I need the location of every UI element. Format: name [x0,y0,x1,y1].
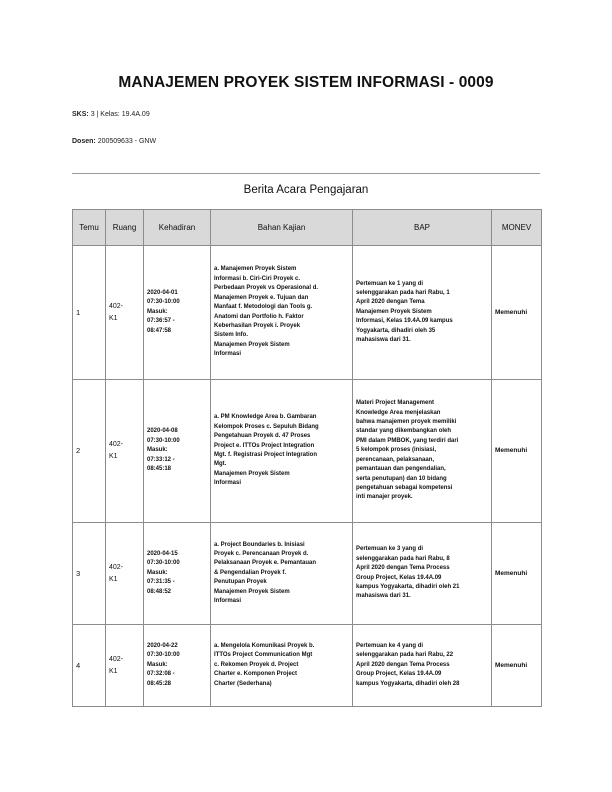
sks-label: SKS: [72,111,89,118]
kehadiran-text: 2020-04-15 07:30-10:00 Masuk: 07:31:35 - 08:48:52 [147,550,180,595]
bahan-kajian-text: a. Project Boundaries b. Inisiasi Proyek c. Perencanaan Proyek d. Pelaksanaan Proyek e. Pemantauan & Pengendalian Proyek f. Penutupan Proyek Manajemen Proyek Sistem Informasi [214,541,317,605]
header-bap: BAP [353,210,492,246]
kehadiran-text: 2020-04-08 07:30-10:00 Masuk: 07:33:12 - 08:45:18 [147,428,180,473]
table-row [73,625,542,707]
table-row [73,380,542,523]
sks-class-value: 3 | Kelas: 19.4A.09 [90,111,150,118]
header-ruang: Ruang [106,210,144,246]
cell-bahan-kajian [211,625,353,707]
cell-bahan-kajian [211,523,353,625]
cell-ruang [106,625,144,707]
lecturer-meta-line [72,138,156,145]
table-row [73,246,542,380]
dosen-value: 200509633 - GNW [97,138,157,145]
cell-ruang [106,523,144,625]
section-subtitle: Berita Acara Pengajaran [243,184,369,196]
ruang-text: 402- K1 [109,655,124,675]
bap-text: Pertemuan ke 1 yang di selenggarakan pada hari Rabu, 1 April 2020 dengan Tema Manajemen Proyek Sistem Informasi, Kelas 19.4A.09 kampus Yogyakarta, dihadiri oleh 35 mahasiswa dari 31. [356,280,453,344]
dosen-label: Dosen: [72,138,96,145]
cell-bahan-kajian [211,380,353,523]
cell-kehadiran [144,523,211,625]
table-row [73,523,542,625]
header-bahan-kajian: Bahan Kajian [211,210,353,246]
cell-bap [353,246,492,380]
ruang-text: 402- K1 [109,441,124,460]
header-temu: Temu [73,210,106,246]
cell-monev: Memenuhi [492,523,542,625]
header-monev: MONEV [492,210,542,246]
bap-text: Pertemuan ke 4 yang di selenggarakan pada hari Rabu, 22 April 2020 dengan Tema Process Group Project, Kelas 19.4A.09 kampus Yogyakarta, dihadiri oleh 28 [356,642,460,687]
course-meta-line [72,111,150,118]
cell-kehadiran [144,246,211,380]
cell-bap [353,380,492,523]
cell-bap [353,523,492,625]
cell-monev: Memenuhi [492,246,542,380]
document-title: MANAJEMEN PROYEK SISTEM INFORMASI - 0009 [118,74,494,91]
bahan-kajian-text: a. PM Knowledge Area b. Gambaran Kelompok Proses c. Sepuluh Bidang Pengetahuan Proyek d. 47 Proses Project e. ITTOs Project Integration Mgt. f. Registrasi Project Integration Mgt. Manajemen Proyek Sistem Informasi [214,414,319,487]
cell-ruang [106,380,144,523]
cell-temu: 2 [73,380,106,523]
kehadiran-text: 2020-04-22 07:30-10:00 Masuk: 07:32:08 - 08:45:28 [147,642,180,687]
cell-kehadiran [144,380,211,523]
cell-temu: 1 [73,246,106,380]
kehadiran-text: 2020-04-01 07:30-10:00 Masuk: 07:36:57 - 08:47:58 [147,289,180,334]
cell-monev: Memenuhi [492,625,542,707]
header-kehadiran: Kehadiran [144,210,211,246]
bahan-kajian-text: a. Manajemen Proyek Sistem Informasi b. Ciri-Ciri Proyek c. Perbedaan Proyek vs Operasional d. Manajemen Proyek e. Tujuan dan Manfaat f. Metodologi dan Tools g. Anatomi dan Portfolio h. Faktor Keberhasilan Proyek i. Proyek Sistem Info. Manajemen Proyek Sistem Informasi [214,266,319,358]
bahan-kajian-text: a. Mengelola Komunikasi Proyek b. ITTOs Project Communication Mgt c. Rekomen Proyek d. Project Charter e. Komponen Project Charter (Sederhana) [214,642,315,687]
cell-temu: 4 [73,625,106,707]
cell-temu: 3 [73,523,106,625]
ruang-text: 402- K1 [109,302,124,322]
cell-bahan-kajian [211,246,353,380]
cell-ruang [106,246,144,380]
bap-text: Materi Project Management Knowledge Area menjelaskan bahwa manajemen proyek memiliki standar yang dikembangkan oleh PMI dalam PMBOK, yang terdiri dari 5 kelompok proses (inisiasi, perencanaan, pelaksanaan, pemantauan dan pengendalian, serta penutupan) dan 10 bidang pengetahuan sebagai kompetensi inti manajer proyek. [356,400,459,501]
cell-bap [353,625,492,707]
horizontal-divider [72,173,540,174]
cell-monev: Memenuhi [492,380,542,523]
bap-text: Pertemuan ke 3 yang di selenggarakan pada hari Rabu, 8 April 2020 dengan Tema Process Group Project, Kelas 19.4A.09 kampus Yogyakarta, dihadiri oleh 21 mahasiswa dari 31. [356,546,460,600]
ruang-text: 402- K1 [109,563,124,583]
cell-kehadiran [144,625,211,707]
table-header-row [73,210,542,246]
teaching-report-table [72,209,542,707]
